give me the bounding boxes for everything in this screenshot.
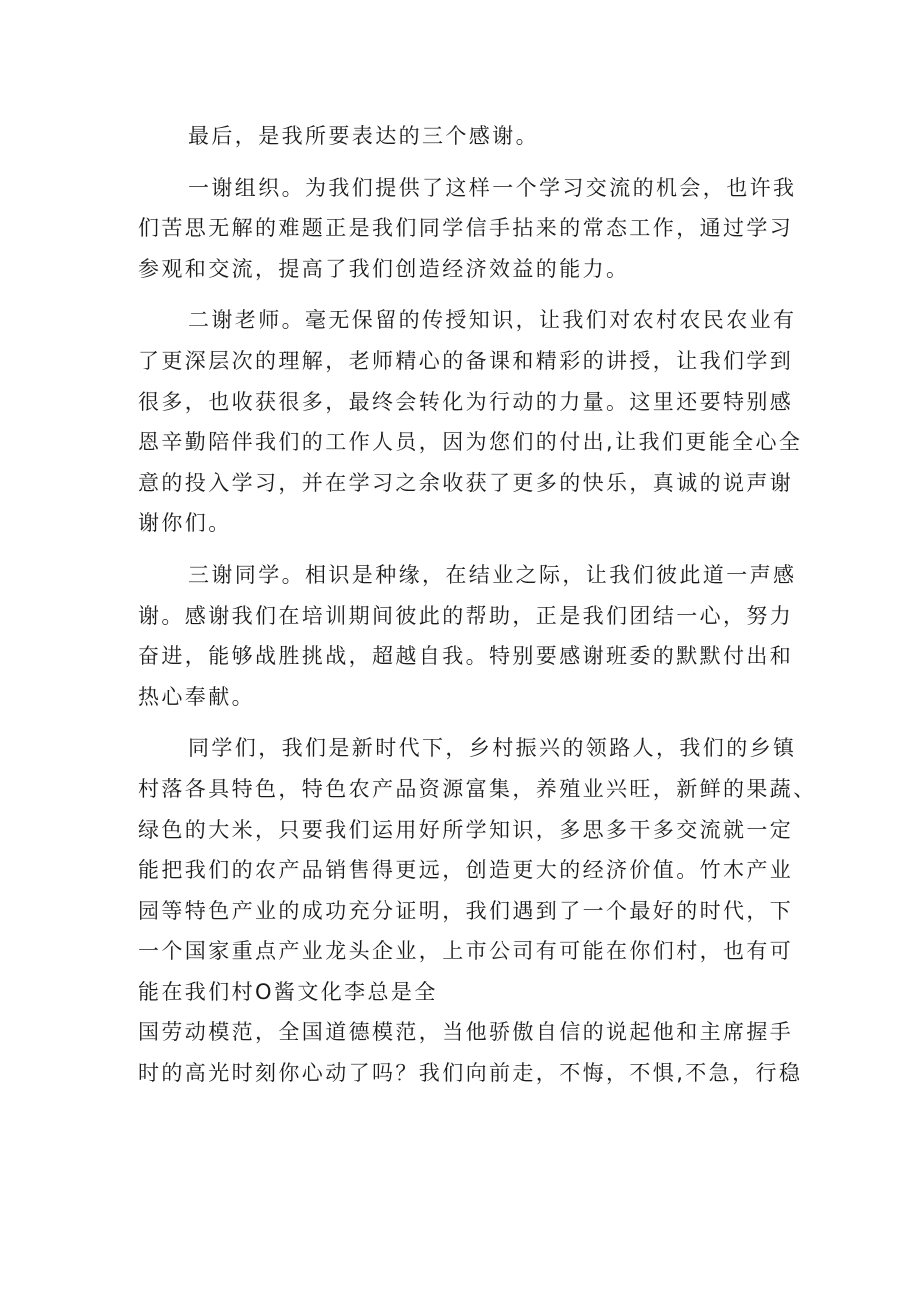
paragraph-thank-teachers <box>138 300 803 544</box>
text-line: 时的高光时刻你心动了吗？我们向前走，不悔，不惧,不急，行稳 <box>138 1061 803 1086</box>
text-line: 村落各具特色，特色农产品资源富集，养殖业兴旺，新鲜的果蔬、 <box>138 776 817 801</box>
text-line: 意的投入学习，并在学习之余收获了更多的快乐，真诚的说声谢 <box>138 470 794 495</box>
text-line: 能把我们的农产品销售得更远，创造更大的经济价值。竹木产业 <box>138 858 794 883</box>
text-line: 二谢老师。毫无保留的传授知识，让我们对农村农民农业有 <box>188 308 797 333</box>
text-line: 们苦思无解的难题正是我们同学信手拈来的常态工作，通过学习 <box>138 216 794 241</box>
paragraph-thank-classmates <box>138 555 798 717</box>
paragraph-classmates-address <box>138 728 817 1093</box>
text-line: 三谢同学。相识是种缘，在结业之际，让我们彼此道一声感 <box>188 562 797 587</box>
text-line: 恩辛勤陪伴我们的工作人员，因为您们的付出,让我们更能全心全 <box>138 430 803 455</box>
text-line: 谢。感谢我们在培训期间彼此的帮助，正是我们团结一心，努力 <box>138 603 794 628</box>
text-line: 热心奉献。 <box>138 684 255 709</box>
text-line: 最后，是我所要表达的三个感谢。 <box>188 124 539 148</box>
text-line: 一个国家重点产业龙头企业，上市公司有可能在你们村，也有可 <box>138 939 794 964</box>
text-line: 同学们，我们是新时代下，乡村振兴的领路人，我们的乡镇 <box>188 736 797 761</box>
text-line: 奋进，能够战胜挑战，超越自我。特别要感谢班委的默默付出和 <box>138 644 794 669</box>
text-line: 了更深层次的理解，老师精心的备课和精彩的讲授，让我们学到 <box>138 348 794 373</box>
text-line: 一谢组织。为我们提供了这样一个学习交流的机会，也许我 <box>188 175 797 200</box>
document-body <box>138 116 817 1094</box>
text-line: 谢你们。 <box>138 511 232 536</box>
text-line: 园等特色产业的成功充分证明，我们遇到了一个最好的时代，下 <box>138 898 794 923</box>
text-line: 能在我们村O酱文化李总是全 <box>138 979 438 1004</box>
text-line: 国劳动模范，全国道德模范，当他骄傲自信的说起他和主席握手 <box>138 1020 794 1045</box>
text-line: 参观和交流，提高了我们创造经济效益的能力。 <box>138 256 630 281</box>
text-line: 绿色的大米，只要我们运用好所学知识，多思多干多交流就一定 <box>138 817 794 842</box>
paragraph-thank-organization <box>138 168 798 290</box>
paragraph-closing-intro <box>138 116 798 157</box>
text-line: 很多，也收获很多，最终会转化为行动的力量。这里还要特别感 <box>138 389 794 414</box>
